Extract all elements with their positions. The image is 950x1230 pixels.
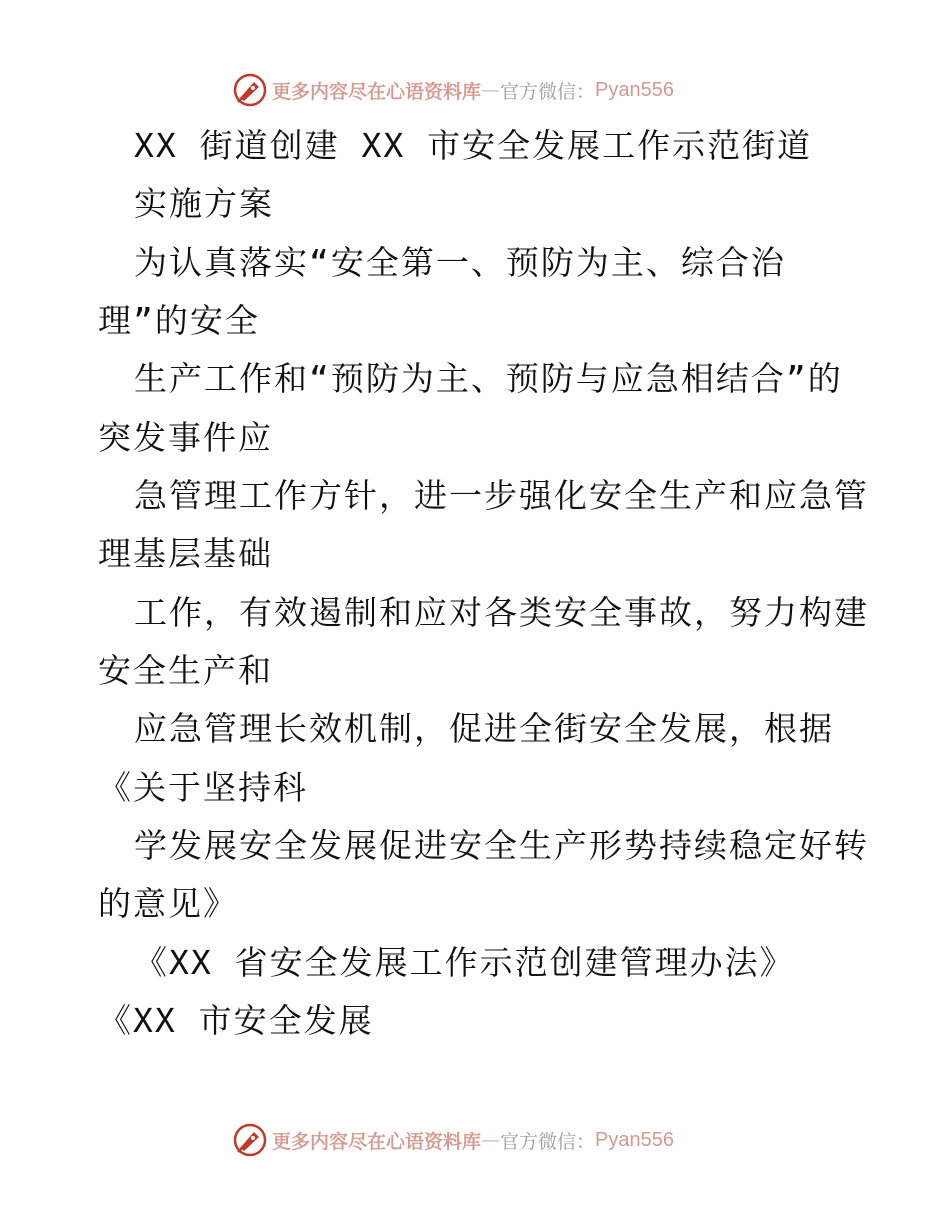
doc-paragraph-line: 工作，有效遏制和应对各类安全事故，努力构建 bbox=[134, 593, 869, 632]
footer-watermark bbox=[232, 1120, 674, 1160]
pen-nib-circle-icon bbox=[232, 1122, 268, 1158]
watermark-main-text: 更多内容尽在心语资料库 bbox=[272, 80, 482, 103]
doc-paragraph-line: 理基层基础 bbox=[98, 534, 273, 573]
doc-paragraph-line: 突发事件应 bbox=[98, 418, 273, 457]
pen-nib-circle-icon bbox=[232, 72, 268, 108]
doc-paragraph-line: 安全生产和 bbox=[98, 651, 273, 690]
header-watermark bbox=[232, 70, 674, 110]
doc-title: XX 街道创建 XX 市安全发展工作示范街道 bbox=[134, 126, 813, 165]
doc-paragraph-line: 为认真落实“安全第一、预防为主、综合治 bbox=[134, 243, 786, 282]
doc-paragraph-line: 《XX 市安全发展 bbox=[98, 1001, 374, 1040]
watermark-main-text: 更多内容尽在心语资料库 bbox=[272, 1130, 482, 1153]
doc-paragraph-line: 理”的安全 bbox=[98, 301, 260, 340]
doc-paragraph-line: 《关于坚持科 bbox=[98, 768, 308, 807]
doc-subtitle: 实施方案 bbox=[134, 184, 274, 223]
doc-paragraph-line: 应急管理长效机制，促进全街安全发展，根据 bbox=[134, 709, 834, 748]
doc-paragraph-line: 急管理工作方针，进一步强化安全生产和应急管 bbox=[134, 476, 869, 515]
doc-paragraph-line: 《XX 省安全发展工作示范创建管理办法》 bbox=[134, 943, 795, 982]
watermark-wechat-id: Pyan556 bbox=[595, 1128, 674, 1151]
watermark-wechat-id: Pyan556 bbox=[595, 78, 674, 101]
watermark-wechat-label: 官方微信： bbox=[500, 1130, 596, 1153]
doc-paragraph-line: 的意见》 bbox=[98, 884, 238, 923]
watermark-separator: — bbox=[481, 1129, 501, 1151]
watermark-wechat-label: 官方微信： bbox=[500, 80, 596, 103]
watermark-separator: — bbox=[481, 79, 501, 101]
doc-paragraph-line: 学发展安全发展促进安全生产形势持续稳定好转 bbox=[134, 826, 869, 865]
doc-paragraph-line: 生产工作和“预防为主、预防与应急相结合”的 bbox=[134, 359, 843, 398]
